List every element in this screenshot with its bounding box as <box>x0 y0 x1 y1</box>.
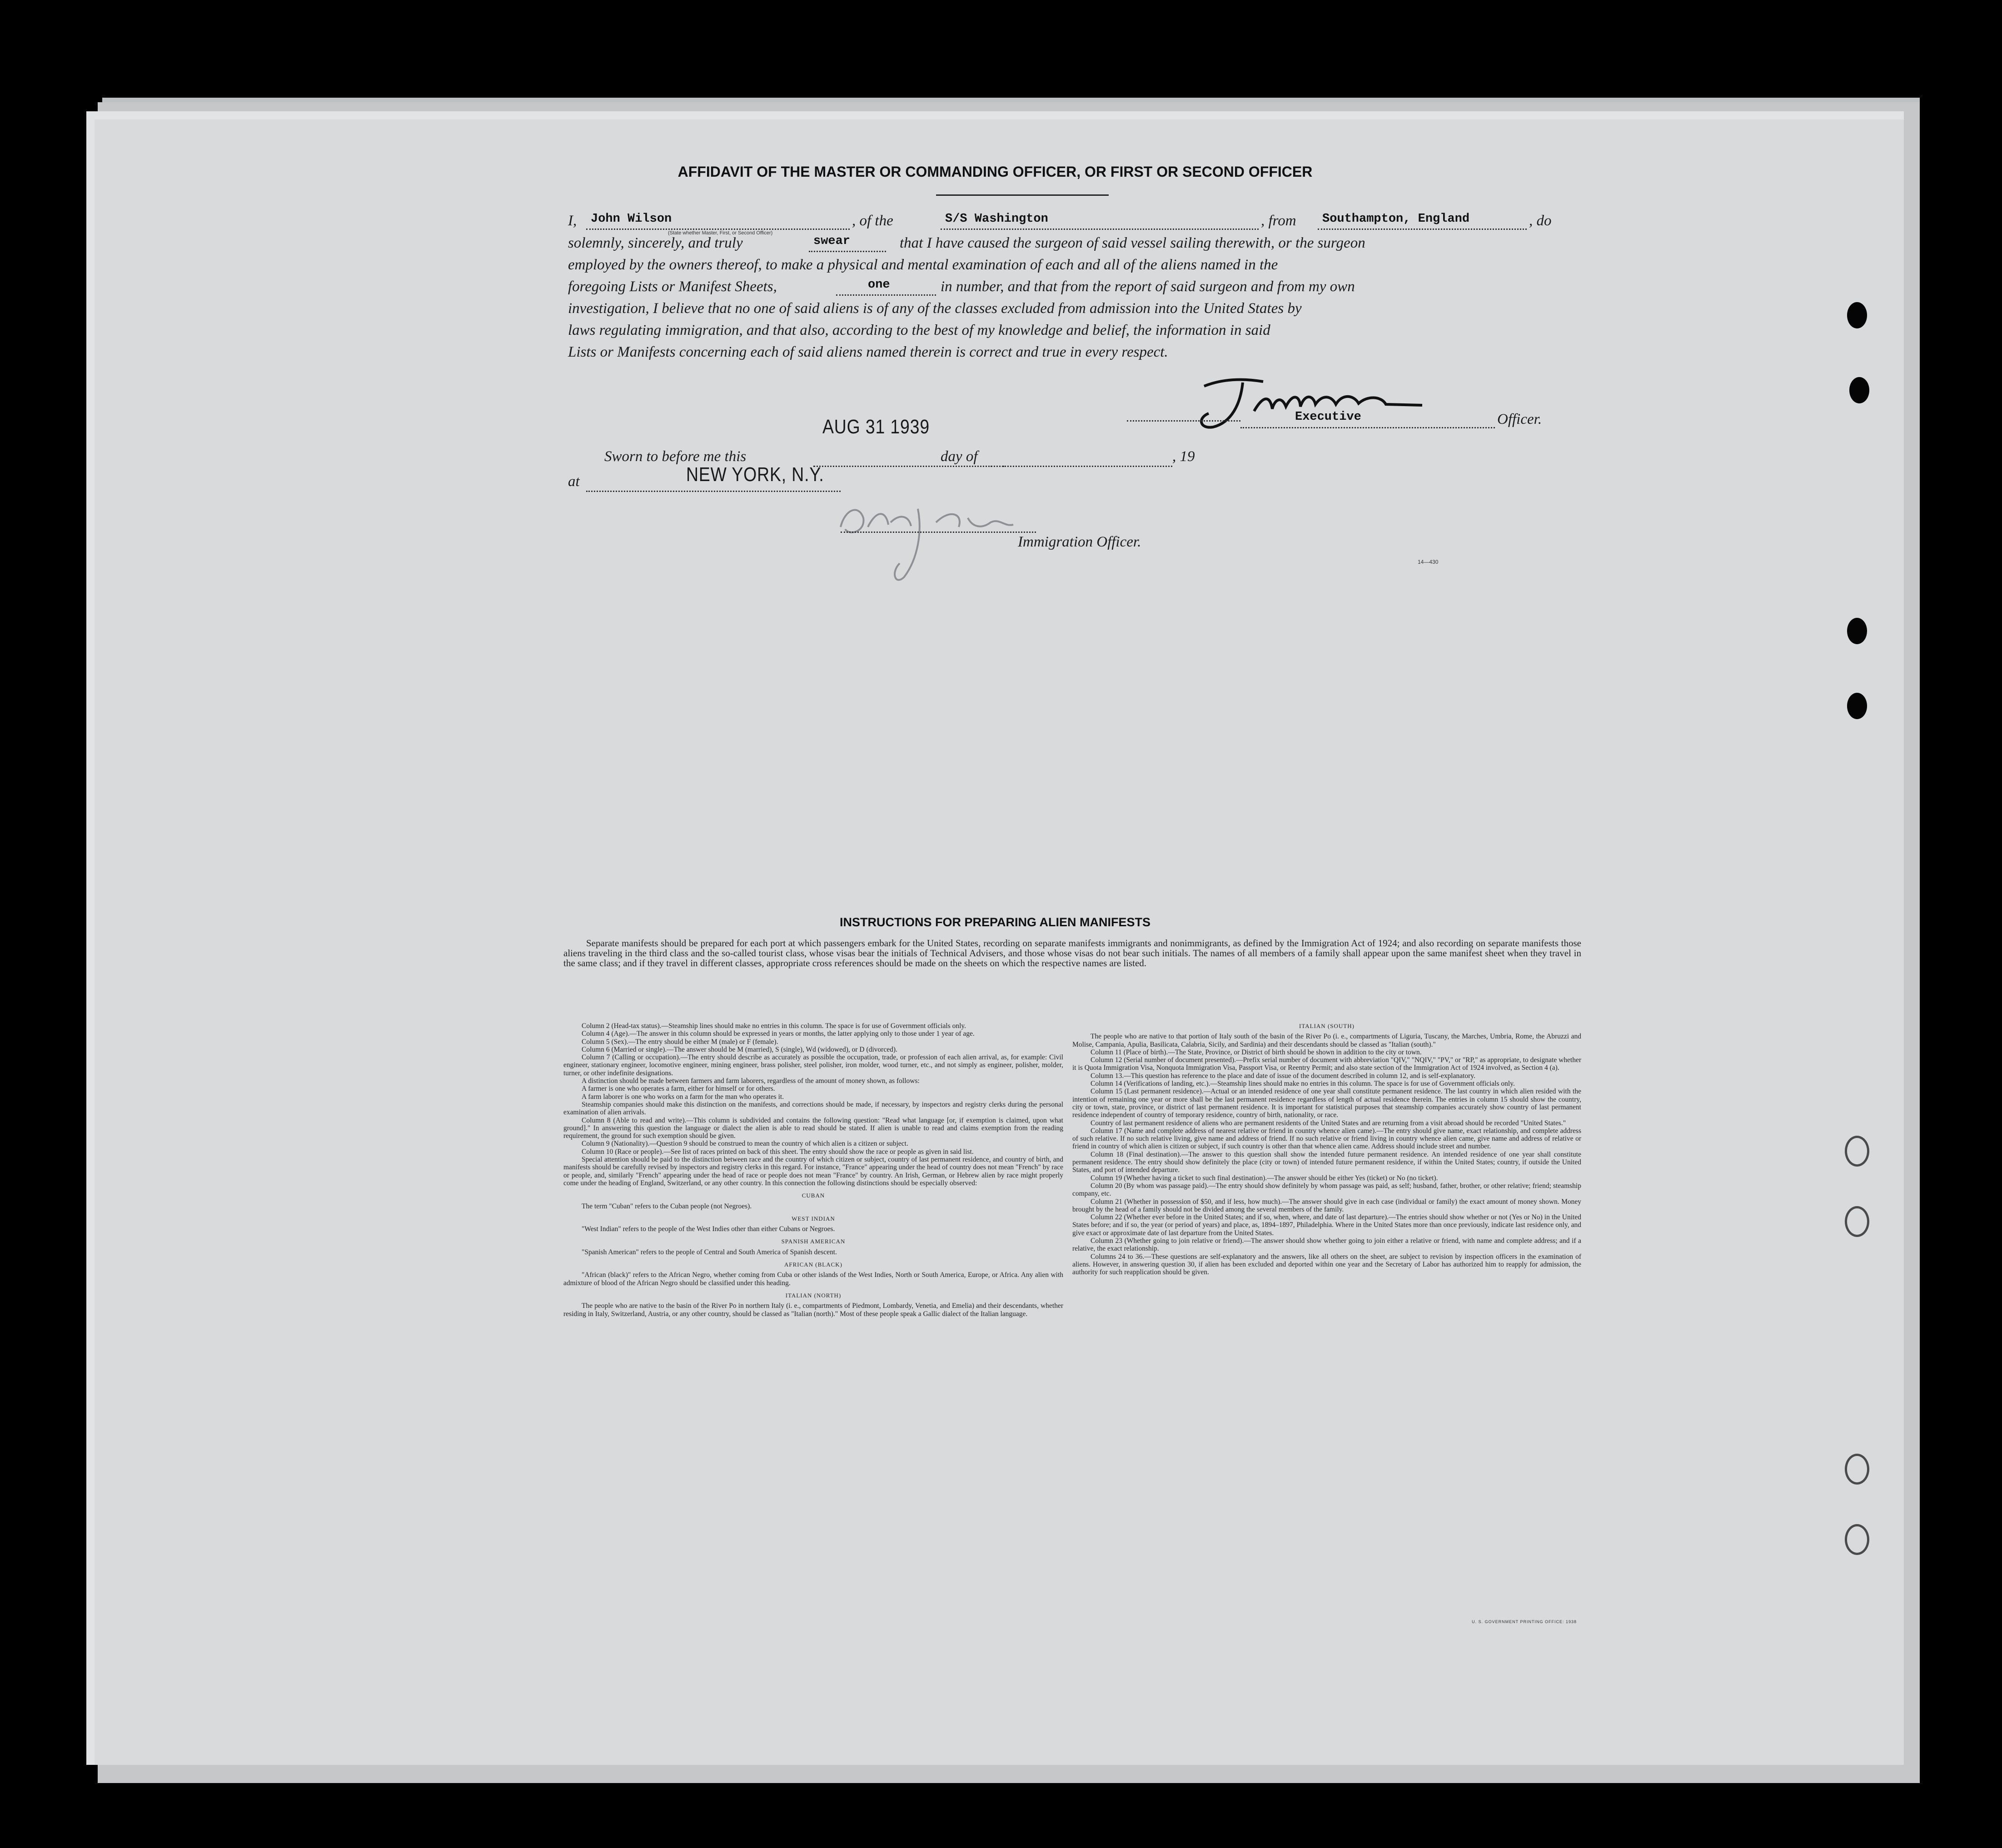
italian-north-definition: The people who are native to the basin of the River Po in northern Italy (i. e., compartments of Piedmont, Lombardy, Venetia, and Emelia) and their descendants, whether residing in Italy, Switzerland, Austria, or any other country, should be classed as "Italian (north)." Most of these people speak a Gallic dialect of the Italian language. <box>563 1302 1063 1318</box>
immigration-officer-signature <box>832 491 1041 591</box>
instruction-paragraph: Column 6 (Married or single).—The answer should be M (married), S (single), Wd (widowed), or D (divorced). <box>582 1045 897 1053</box>
instruction-paragraph: Special attention should be paid to the distinction between race and the country of which citizen or subject, country of last permanent residence, and country of birth, and manifests should be carefully revised by inspectors and registry clerks in this regard. For instance, "France" appearing under the head of country does not mean "French" by race or people, and, similarly "French" appearing under the head of race or people does not mean "France" by country. An Irish, German, or Hebrew alien by race might properly come under the heading of England, Switzerland, or any other country. In this connection the following distinctions should be especially observed: <box>563 1156 1063 1187</box>
african-definition: "African (black)" refers to the African Negro, whether coming from Cuba or other islands of the West Indies, North or South America, Europe, or Africa. Any alien with admixture of blood of the African Negro should be classified under this heading. <box>563 1271 1063 1287</box>
instruction-paragraph: A farmer is one who operates a farm, either for himself or for others. <box>582 1085 775 1093</box>
instruction-paragraph: Column 17 (Name and complete address of nearest relative or friend in country whence alien came).—The entry should give name, exact relationship, and complete address of such relative. If no such relative living, give name and address of friend. If no such relative or friend living in country whence alien came, give name and address of relative or friend in country of which alien is citizen or subject, if such country is other than that whence alien came. Address should include street and number. <box>1072 1127 1581 1151</box>
instruction-paragraph: Column 14 (Verifications of landing, etc.).—Steamship lines should make no entries in this column. The space is for use of Government officials only. <box>1091 1080 1515 1088</box>
instructions-intro: Separate manifests should be prepared for each port at which passengers embark for the United States, recording on separate manifests immigrants and nonimmigrants, as defined by the Immigration Act of 1924; and also recording on separate manifests those aliens traveling in the third class and the so-called tourist class, whose visas bear the initials of Technical Advisers, and those whose visas do not bear such initials. The names of all members of a family shall appear upon the same manifest sheet when they travel in the same class; and if they travel in different classes, appropriate cross references should be made on the sheets on which the respective names are listed. <box>563 938 1581 969</box>
affidavit-line-2a: solemnly, sincerely, and truly <box>568 235 743 251</box>
sheet-count: one <box>868 278 890 292</box>
punch-hole <box>1845 1524 1869 1555</box>
affidavit-line-5: investigation, I believe that no one of said aliens is of any of the classes excluded from admission into the United States by <box>568 300 1302 317</box>
instruction-paragraph: Column 22 (Whether ever before in the United States; and if so, when, where, and date of last departure).—The entries should show whether or not (Yes or No) in the United States before; and if so, the year (or period of years) and place, as, 1894–1897, Philadelphia. Where in the United States more than once previously, indicate last residence only, and give exact or approximate date of last departure from the United States. <box>1072 1213 1581 1237</box>
do-text: , do <box>1529 213 1552 229</box>
page-edge-left <box>86 111 95 1765</box>
title-rule <box>936 194 1109 196</box>
form-number: 14—430 <box>1418 559 1439 565</box>
west-indian-definition: "West Indian" refers to the people of the West Indies other than either Cubans or Negroes. <box>582 1225 835 1233</box>
instruction-paragraph: Column 9 (Nationality).—Question 9 should be construed to mean the country of which alien is a citizen or subject. <box>582 1140 908 1148</box>
oath-line <box>809 251 886 252</box>
instruction-paragraph: Column 18 (Final destination).—The answer to this question shall show the intended future permanent residence. An intended residence of one year shall constitute permanent residence. The entry should show definitely the place (city or town) of intended future permanent residence, if within the United States; country, if outside the United States, and port of intended departure. <box>1072 1150 1581 1174</box>
instruction-paragraph: Column 15 (Last permanent residence).—Actual or an intended residence of one year shall constitute permanent residence. The last country in which alien resided with the intention of remaining one year or more shall be the last permanent residence regardless of length of actual residence therein. The entries in column 15 should show the country, city or town, state, province, or district of last permanent residence. It is important for statistical purposes that steamship companies accurately show country of last permanent residence independent of country of temporary residence, country of birth, nationality, or race. <box>1072 1088 1581 1119</box>
instructions-title: INSTRUCTIONS FOR PREPARING ALIEN MANIFESTS <box>839 915 1151 929</box>
officer-signature <box>1186 368 1440 436</box>
instruction-paragraph: Column 23 (Whether going to join relative or friend).—The answer should show whether going to join either a relative or friend, with name and complete address; and if a relative, the exact relationship. <box>1072 1237 1581 1253</box>
name-line <box>586 229 850 230</box>
from-text: , from <box>1261 213 1296 229</box>
affidavit-line-2b: that I have caused the surgeon of said vessel sailing therewith, or the surgeon <box>900 235 1365 251</box>
punch-hole <box>1847 302 1867 328</box>
month-line <box>991 466 1172 467</box>
instruction-paragraph: Column 8 (Able to read and write).—This column is subdivided and contains the following question: "Read what language [or, if exemption is claimed, upon what ground]." In answering this question the language or dialect the alien is able to read should be stated. If alien is unable to read and claims exemption from the reading requirement, the ground for such exemption should be given. <box>563 1116 1063 1140</box>
rank-line-left <box>1127 420 1240 422</box>
instruction-paragraph: Column 10 (Race or people).—See list of races printed on back of this sheet. The entry should show the race or people as given in said list. <box>582 1148 974 1156</box>
instructions-right-column <box>1072 1022 1581 1277</box>
instruction-paragraph: Column 5 (Sex).—The entry should be either M (male) or F (female). <box>582 1038 778 1046</box>
subheading-cuban: CUBAN <box>802 1192 825 1199</box>
instruction-paragraph: Column 2 (Head-tax status).—Steamship lines should make no entries in this column. The space is for use of Government officials only. <box>582 1022 966 1030</box>
instruction-paragraph: Country of last permanent residence of aliens who are permanent residents of the United States and are returning from a visit abroad should be recorded "United States." <box>1091 1119 1566 1127</box>
sheet-count-line <box>836 294 936 296</box>
immigration-officer-line <box>841 532 1036 533</box>
spanish-american-definition: "Spanish American" refers to the people of Central and South America of Spanish descent. <box>582 1248 837 1256</box>
instruction-paragraph: Column 7 (Calling or occupation).—The entry should describe as accurately as possible the occupation, trade, or profession of each alien arrival, as, for example: Civil engineer, stationary engineer, locomotive engineer, mining engineer, brass polisher, steel polisher, iron molder, wood turner, etc., and not simply as engineer, polisher, molder, turner, or other indefinite designations. <box>563 1053 1063 1077</box>
instruction-paragraph: A distinction should be made between farmers and farm laborers, regardless of the amount of money shown, as follows: <box>582 1077 920 1085</box>
oath-word: swear <box>813 234 851 248</box>
affidavit-line-7: Lists or Manifests concerning each of said aliens named therein is correct and true in every respect. <box>568 344 1168 360</box>
immigration-officer-label: Immigration Officer. <box>1018 534 1141 550</box>
instruction-paragraph: Column 12 (Serial number of document presented).—Prefix serial number of document with abbreviation "QIV," "NQIV," "PV," or "RP," as appropriate, to designate whether it is Quota Immigration Visa, Nonquota Immigration Visa, Passport Visa, or Reentry Permit; and also state section of the Immigration Act of 1924 involved, as Section 4 (a). <box>1072 1056 1581 1072</box>
instruction-paragraph: Column 21 (Whether in possession of $50, and if less, how much).—The answer should give in each case (individual or family) the exact amount of money shown. Money brought by the head of a family should not be divided among the several members of the family. <box>1072 1197 1581 1213</box>
date-line <box>813 466 1004 467</box>
instruction-paragraph: Columns 24 to 36.—These questions are self-explanatory and the answers, like all others on the sheet, are subject to revision by inspection officers in the examination of aliens. However, in answering question 30, if alien has been excluded and deported within one year and the Secretary of Labor has authorized him to reapply for admission, the authority for such reapplication should be given. <box>1072 1252 1581 1277</box>
printer-imprint: U. S. GOVERNMENT PRINTING OFFICE: 1938 <box>1472 1619 1577 1624</box>
instruction-paragraph: Column 4 (Age).—The answer in this column should be expressed in years or months, the latter applying only to those under 1 year of age. <box>582 1030 975 1038</box>
day-of-text: day of <box>941 448 978 465</box>
vessel-line <box>941 229 1259 230</box>
at-text: at <box>568 473 580 490</box>
port-line <box>1318 229 1527 230</box>
instruction-paragraph: Column 19 (Whether having a ticket to such final destination).—The answer should be either Yes (ticket) or No (no ticket). <box>1091 1174 1438 1182</box>
cuban-definition: The term "Cuban" refers to the Cuban people (not Negroes). <box>582 1202 752 1210</box>
instruction-paragraph: The people who are native to that portion of Italy south of the basin of the River Po (i. e., compartments of Liguria, Tuscany, the Marches, Umbria, Rome, the Abruzzi and Molise, Campania, Apulia, Basilicata, Calabria, Sicily, and Sardinia) and their descendants should be classed as "Italian (south)." <box>1072 1033 1581 1048</box>
pre-name: I, <box>568 213 577 229</box>
subheading-italian-south: ITALIAN (SOUTH) <box>1299 1023 1355 1029</box>
place-stamp: NEW YORK, N.Y. <box>686 463 824 486</box>
instruction-paragraph: Column 11 (Place of birth).—The State, Province, or District of birth should be shown in addition to the city or town. <box>1091 1048 1422 1056</box>
vessel-name: S/S Washington <box>945 212 1048 226</box>
subheading-spanish-american: SPANISH AMERICAN <box>781 1238 846 1245</box>
sworn-text: Sworn to before me this <box>604 448 747 465</box>
instructions-left-column <box>563 1022 1063 1318</box>
affidavit-line-4b: in number, and that from the report of said surgeon and from my own <box>941 278 1355 295</box>
page-edge-top <box>86 111 1904 119</box>
departure-port: Southampton, England <box>1322 212 1470 226</box>
affidavit-line-3: employed by the owners thereof, to make a physical and mental examination of each and all of the aliens named in the <box>568 257 1278 273</box>
officer-suffix: Officer. <box>1497 411 1542 427</box>
master-name: John Wilson <box>591 212 672 226</box>
subheading-west-indian: WEST INDIAN <box>792 1215 835 1222</box>
officer-rank: Executive <box>1295 410 1361 424</box>
date-stamp: AUG 31 1939 <box>822 416 930 438</box>
of-the-text: , of the <box>852 213 893 229</box>
punch-hole <box>1845 1136 1869 1167</box>
subheading-african: AFRICAN (BLACK) <box>784 1261 843 1268</box>
affidavit-title: AFFIDAVIT OF THE MASTER OR COMMANDING OFFICER, OR FIRST OR SECOND OFFICER <box>677 164 1313 180</box>
place-line <box>586 491 841 492</box>
manifest-page <box>86 111 1904 1765</box>
affidavit-line-6: laws regulating immigration, and that also, according to the best of my knowledge and belief, the information in said <box>568 322 1270 338</box>
punch-hole <box>1849 377 1869 403</box>
punch-hole <box>1847 618 1867 644</box>
instruction-paragraph: A farm laborer is one who works on a farm for the man who operates it. <box>582 1093 784 1101</box>
instruction-paragraph: Column 20 (By whom was passage paid).—The entry should show definitely by whom passage was paid, as self; husband, father, brother, or other relative; friend; steamship company, etc. <box>1072 1182 1581 1198</box>
instruction-paragraph: Steamship companies should make this distinction on the manifests, and corrections should be made, if necessary, by inspectors and registry clerks during the personal examination of alien arrivals. <box>563 1100 1063 1117</box>
punch-hole <box>1845 1206 1869 1237</box>
affidavit-line-4a: foregoing Lists or Manifest Sheets, <box>568 278 777 295</box>
rank-line <box>1240 427 1495 428</box>
state-note: (State whether Master, First, or Second Officer) <box>668 230 773 236</box>
instruction-paragraph: Column 13.—This question has reference to the place and date of issue of the document described in column 12, and is self-explanatory. <box>1091 1072 1475 1080</box>
subheading-italian-north: ITALIAN (NORTH) <box>785 1292 842 1299</box>
punch-hole <box>1847 693 1867 719</box>
year-prefix: , 19 <box>1172 448 1195 465</box>
punch-hole <box>1845 1454 1869 1485</box>
